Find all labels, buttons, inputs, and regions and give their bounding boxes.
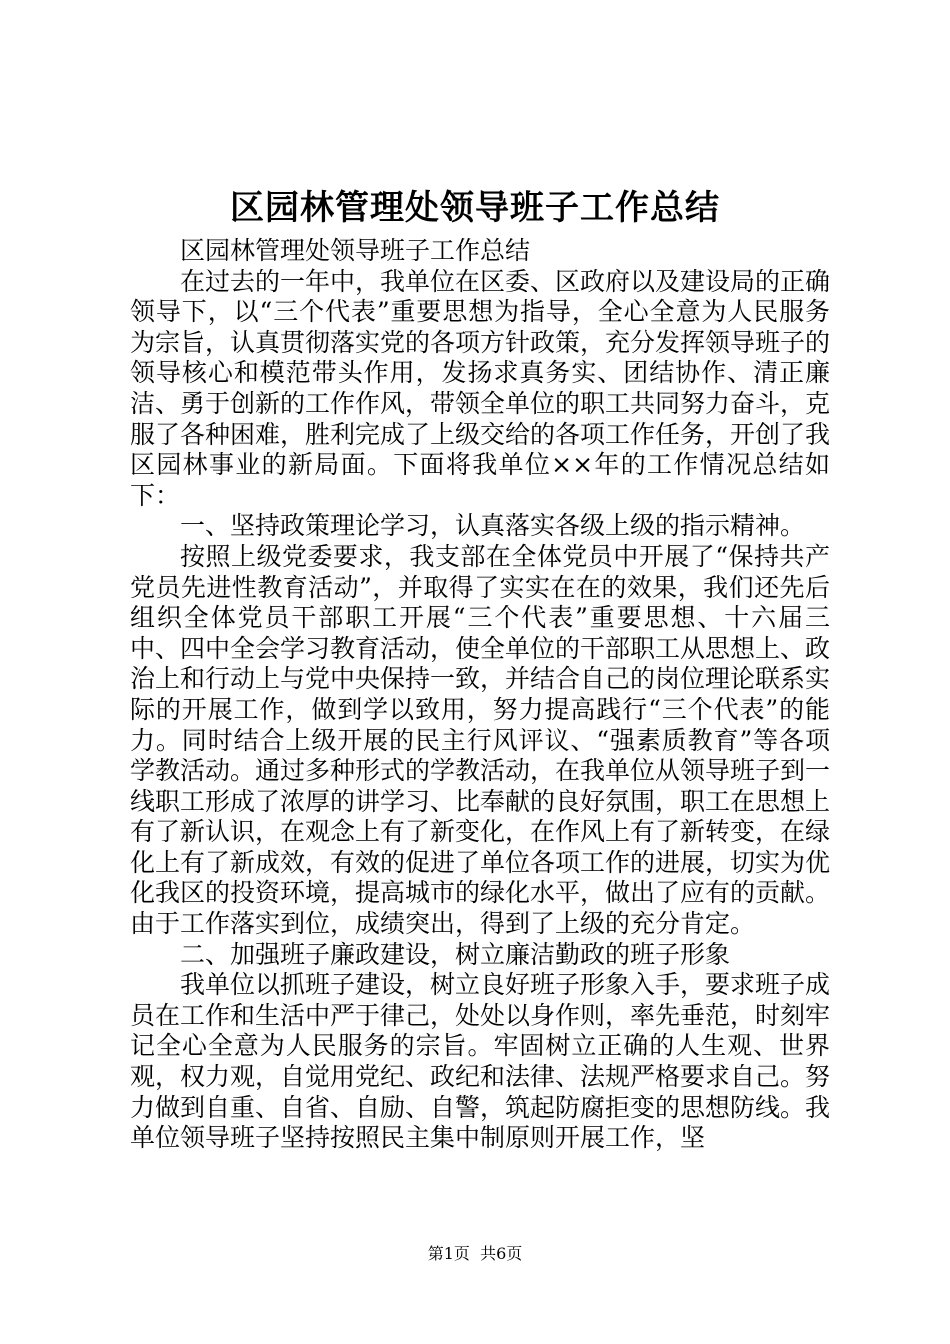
page-number: 第1页 (427, 1244, 470, 1263)
intro-paragraph: 在过去的一年中，我单位在区委、区政府以及建设局的正确领导下，以“三个代表”重要思想为指导，全心全意为人民服务为宗旨，认真贯彻落实党的各项方针政策，充分发挥领导班子的领导核心和模范带头作用，发扬求真务实、团结协作、清正廉洁、勇于创新的工作作风，带领全单位的职工共同努力奋斗，克服了各种困难，胜利完成了上级交给的各项工作任务，开创了我区园林事业的新局面。下面将我单位××年的工作情况总结如下： (130, 266, 831, 510)
page-footer (0, 1244, 950, 1264)
document-body (130, 236, 830, 1154)
section-heading-1: 一、坚持政策理论学习，认真落实各级上级的指示精神。 (180, 511, 806, 541)
section-2-paragraph: 我单位以抓班子建设，树立良好班子形象入手，要求班子成员在工作和生活中严于律己，处处以身作则，率先垂范，时刻牢记全心全意为人民服务的宗旨。牢固树立正确的人生观、世界观，权力观，自觉用党纪、政纪和法律、法规严格要求自己。努力做到自重、自省、自励、自警，筑起防腐拒变的思想防线。我单位领导班子坚持按照民主集中制原则开展工作，坚 (130, 970, 831, 1153)
page-total: 共6页 (480, 1244, 523, 1263)
section-heading-2: 二、加强班子廉政建设，树立廉洁勤政的班子形象 (180, 939, 731, 969)
subtitle-paragraph: 区园林管理处领导班子工作总结 (180, 236, 531, 265)
section-1-paragraph: 按照上级党委要求，我支部在全体党员中开展了“保持共产党员先进性教育活动”，并取得了实实在在的效果，我们还先后组织全体党员干部职工开展“三个代表”重要思想、十六届三中、四中全会学习教育活动，使全单位的干部职工从思想上、政治上和行动上与党中央保持一致，并结合自己的岗位理论联系实际的开展工作，做到学以致用，努力提高践行“三个代表”的能力。同时结合上级开展的民主行风评议、“强素质教育”等各项学教活动。通过多种形式的学教活动，在我单位从领导班子到一线职工形成了浓厚的讲学习、比奉献的良好氛围，职工在思想上有了新认识，在观念上有了新变化，在作风上有了新转变，在绿化上有了新成效，有效的促进了单位各项工作的进展，切实为优化我区的投资环境，提高城市的绿化水平，做出了应有的贡献。由于工作落实到位，成绩突出，得到了上级的充分肯定。 (130, 541, 831, 939)
document-title: 区园林管理处领导班子工作总结 (230, 188, 720, 228)
